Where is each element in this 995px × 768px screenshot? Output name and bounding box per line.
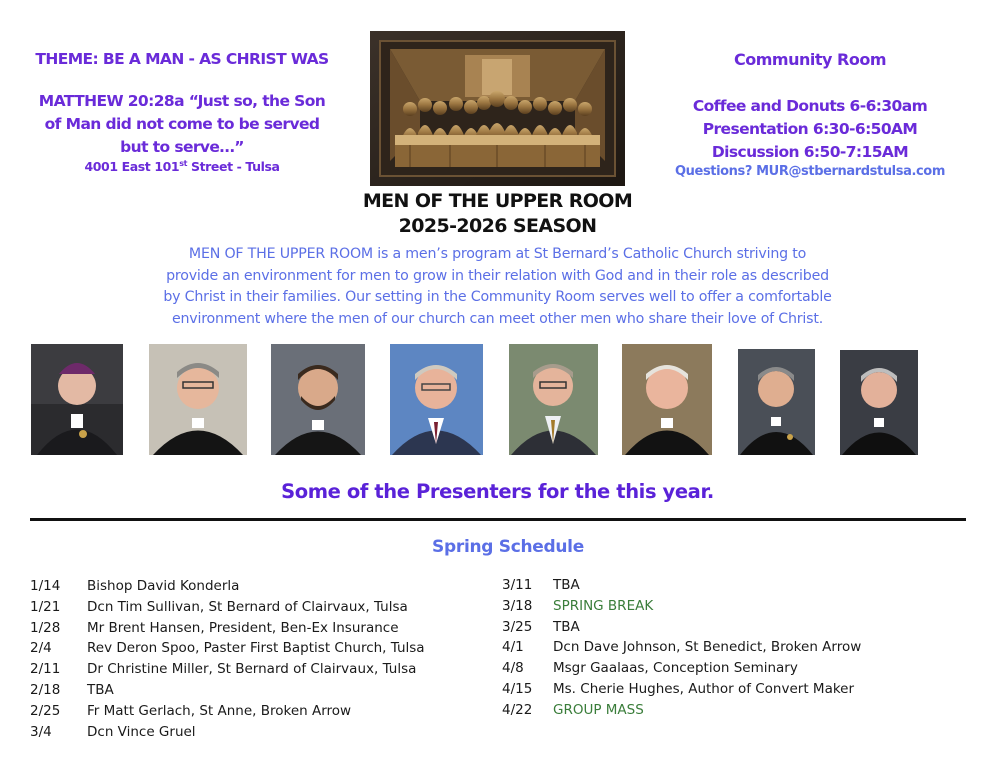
schedule-date: 3/4 bbox=[30, 723, 52, 740]
schedule-heading: Spring Schedule bbox=[432, 537, 584, 557]
presenter-photo-7 bbox=[738, 349, 815, 455]
presenter-photo-2 bbox=[149, 344, 247, 455]
schedule-row bbox=[30, 659, 417, 680]
schedule-text: Dcn Tim Sullivan, St Bernard of Clairvaux, Tulsa bbox=[87, 598, 408, 615]
schedule-date: 3/18 bbox=[502, 597, 533, 614]
presenter-photo-4 bbox=[390, 344, 483, 455]
address-post: Street - Tulsa bbox=[187, 159, 280, 175]
schedule-row bbox=[30, 576, 240, 597]
address-pre: 4001 East 101 bbox=[84, 159, 180, 175]
schedule-row bbox=[30, 722, 196, 743]
schedule-date: 3/25 bbox=[502, 618, 533, 635]
schedule-date: 1/14 bbox=[30, 578, 61, 594]
community-room: Community Room bbox=[734, 50, 886, 69]
verse-line-3: but to serve…” bbox=[120, 138, 244, 156]
title-line-2: 2025-2026 SEASON bbox=[398, 215, 597, 237]
schedule-row bbox=[30, 618, 399, 639]
schedule-date: 2/25 bbox=[30, 702, 61, 719]
schedule-row bbox=[502, 575, 580, 596]
schedule-text: Fr Matt Gerlach, St Anne, Broken Arrow bbox=[87, 702, 352, 719]
schedule-text: Msgr Gaalaas, Conception Seminary bbox=[553, 660, 798, 677]
presentation-time: Presentation 6:30-6:50AM bbox=[702, 120, 918, 138]
schedule-text-highlight: GROUP MASS bbox=[553, 701, 644, 718]
presenter-photo-1 bbox=[31, 344, 123, 455]
schedule-text: Rev Deron Spoo, Paster First Baptist Church, Tulsa bbox=[87, 640, 425, 657]
presenters-caption: Some of the Presenters for the this year. bbox=[281, 480, 714, 503]
intro-line-3: by Christ in their families. Our setting in the Community Room serves well to offer a comfortable bbox=[163, 289, 832, 305]
left-header bbox=[22, 50, 342, 174]
schedule-date: 4/15 bbox=[502, 680, 533, 697]
discussion-time: Discussion 6:50-7:15AM bbox=[711, 143, 909, 161]
schedule-date: 4/22 bbox=[502, 701, 533, 718]
schedule-row bbox=[502, 658, 798, 679]
schedule-row bbox=[30, 701, 352, 722]
presenter-photo-5 bbox=[509, 344, 598, 455]
schedule-date: 1/21 bbox=[30, 598, 61, 615]
schedule-row bbox=[30, 638, 425, 659]
last-supper-image bbox=[370, 31, 625, 186]
schedule-date: 1/28 bbox=[30, 619, 61, 636]
intro-paragraph bbox=[150, 244, 845, 330]
schedule-text: Dcn Vince Gruel bbox=[87, 723, 196, 740]
presenter-photo-6 bbox=[622, 344, 712, 455]
schedule-date: 3/11 bbox=[502, 577, 533, 593]
schedule-text: TBA bbox=[553, 618, 580, 635]
questions-email: Questions? MUR@stbernardstulsa.com bbox=[675, 164, 945, 179]
schedule-date: 2/18 bbox=[30, 681, 61, 698]
schedule-date: 2/4 bbox=[30, 640, 52, 657]
schedule-text: Dr Christine Miller, St Bernard of Clairvaux, Tulsa bbox=[87, 661, 417, 678]
schedule-right-column bbox=[502, 575, 862, 721]
schedule-date: 4/8 bbox=[502, 660, 524, 677]
right-header bbox=[660, 50, 960, 179]
schedule-row bbox=[30, 597, 408, 618]
address-sup: st bbox=[179, 159, 188, 168]
schedule-text: TBA bbox=[553, 577, 580, 593]
schedule-date: 4/1 bbox=[502, 639, 524, 656]
divider bbox=[30, 518, 966, 521]
presenter-photo-8 bbox=[840, 350, 918, 455]
address bbox=[22, 159, 342, 174]
schedule-text: TBA bbox=[87, 681, 114, 698]
schedule-text: Bishop David Konderla bbox=[87, 578, 240, 594]
verse-line-1: MATTHEW 20:28a “Just so, the Son bbox=[38, 92, 326, 110]
presenter-photo-3 bbox=[271, 344, 365, 455]
schedule-text: Dcn Dave Johnson, St Benedict, Broken Arrow bbox=[553, 639, 862, 656]
schedule-text-highlight: SPRING BREAK bbox=[553, 597, 654, 614]
season-title bbox=[300, 189, 695, 239]
schedule-row bbox=[502, 679, 855, 700]
intro-line-2: provide an environment for men to grow in their relation with God and in their role as described bbox=[166, 267, 829, 284]
title-line-1: MEN OF THE UPPER ROOM bbox=[362, 190, 633, 212]
verse-line-2: of Man did not come to be served bbox=[44, 115, 320, 133]
schedule-row bbox=[502, 637, 862, 658]
schedule-row bbox=[502, 596, 654, 617]
intro-line-1: MEN OF THE UPPER ROOM is a men’s program at St Bernard’s Catholic Church striving to bbox=[188, 246, 807, 262]
schedule-left-column bbox=[30, 576, 425, 742]
theme-text: THEME: BE A MAN - AS CHRIST WAS bbox=[35, 50, 329, 68]
intro-line-4: environment where the men of our church can meet other men who share their love of Christ. bbox=[171, 310, 824, 327]
coffee-time: Coffee and Donuts 6-6:30am bbox=[692, 97, 928, 115]
schedule-row bbox=[502, 700, 644, 721]
schedule-date: 2/11 bbox=[30, 661, 61, 678]
schedule-text: Mr Brent Hansen, President, Ben-Ex Insurance bbox=[87, 619, 399, 636]
schedule-row bbox=[30, 680, 114, 701]
schedule-row bbox=[502, 617, 580, 638]
schedule-text: Ms. Cherie Hughes, Author of Convert Maker bbox=[553, 680, 855, 697]
